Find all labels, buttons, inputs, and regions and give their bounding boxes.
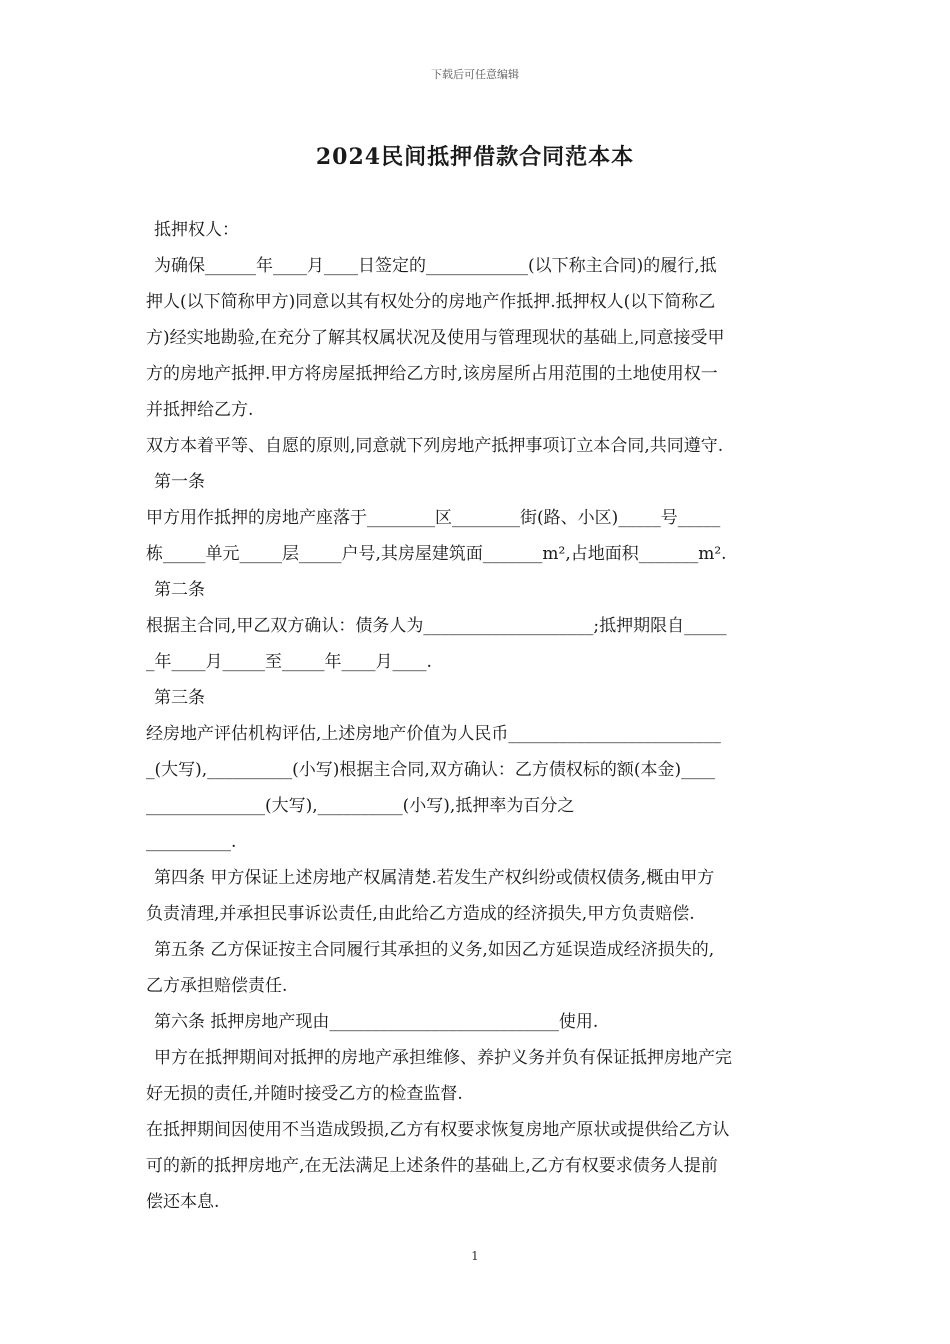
text-line: 偿还本息.: [146, 1192, 220, 1212]
page-number: 1: [471, 1249, 479, 1263]
text-line: 抵押权人：: [154, 220, 239, 240]
section-heading: 第三条: [154, 688, 205, 708]
text-line: 第四条 甲方保证上述房地产权属清楚.若发生产权纠纷或债权债务,概由甲方: [154, 868, 715, 888]
text-line: __________.: [146, 832, 237, 852]
text-line: 乙方承担赔偿责任.: [146, 976, 288, 996]
text-line: 在抵押期间因使用不当造成毁损,乙方有权要求恢复房地产原状或提供给乙方认: [146, 1120, 730, 1140]
page-title: 2024民间抵押借款合同范本本: [315, 144, 635, 170]
contract-body: [146, 212, 806, 1220]
section-heading: 第一条: [154, 472, 205, 492]
text-line: 第六条 抵押房地产现由___________________________使用.: [154, 1012, 599, 1032]
text-line: 甲方在抵押期间对抵押的房地产承担维修、养护义务并负有保证抵押房地产完: [154, 1048, 732, 1068]
text-line: 双方本着平等、自愿的原则,同意就下列房地产抵押事项订立本合同,共同遵守.: [146, 436, 724, 456]
text-line: _年____月_____至_____年____月____.: [146, 652, 432, 672]
text-line: ______________(大写),__________(小写),抵押率为百分之: [146, 796, 575, 816]
text-line: 栋_____单元_____层_____户号,其房屋建筑面_______m²,占地面积_______m².: [146, 544, 727, 564]
text-line: 经房地产评估机构评估,上述房地产价值为人民币_________________________: [146, 724, 721, 744]
text-line: 甲方用作抵押的房地产座落于________区________街(路、小区)_____号_____: [146, 508, 721, 528]
text-line: 为确保______年____月____日签定的____________(以下称主合同)的履行,抵: [154, 256, 717, 276]
header-note: 下载后可任意编辑: [431, 68, 519, 81]
text-line: 并抵押给乙方.: [146, 400, 254, 420]
text-line: 好无损的责任,并随时接受乙方的检查监督.: [146, 1084, 463, 1104]
text-line: 方的房地产抵押.甲方将房屋抵押给乙方时,该房屋所占用范围的土地使用权一: [146, 364, 718, 384]
text-line: 负责清理,并承担民事诉讼责任,由此给乙方造成的经济损失,甲方负责赔偿.: [146, 904, 695, 924]
section-heading: 第二条: [154, 580, 205, 600]
text-line: 根据主合同,甲乙双方确认：债务人为____________________;抵押期限自_____: [146, 616, 727, 636]
text-line: 押人(以下简称甲方)同意以其有权处分的房地产作抵押.抵押权人(以下简称乙: [146, 292, 716, 312]
text-line: 方)经实地勘验,在充分了解其权属状况及使用与管理现状的基础上,同意接受甲: [146, 328, 725, 348]
text-line: 可的新的抵押房地产,在无法满足上述条件的基础上,乙方有权要求债务人提前: [146, 1156, 718, 1176]
text-line: 第五条 乙方保证按主合同履行其承担的义务,如因乙方延误造成经济损失的,: [154, 940, 715, 960]
text-line: _(大写),__________(小写)根据主合同,双方确认：乙方债权标的额(本金)____: [146, 760, 716, 780]
